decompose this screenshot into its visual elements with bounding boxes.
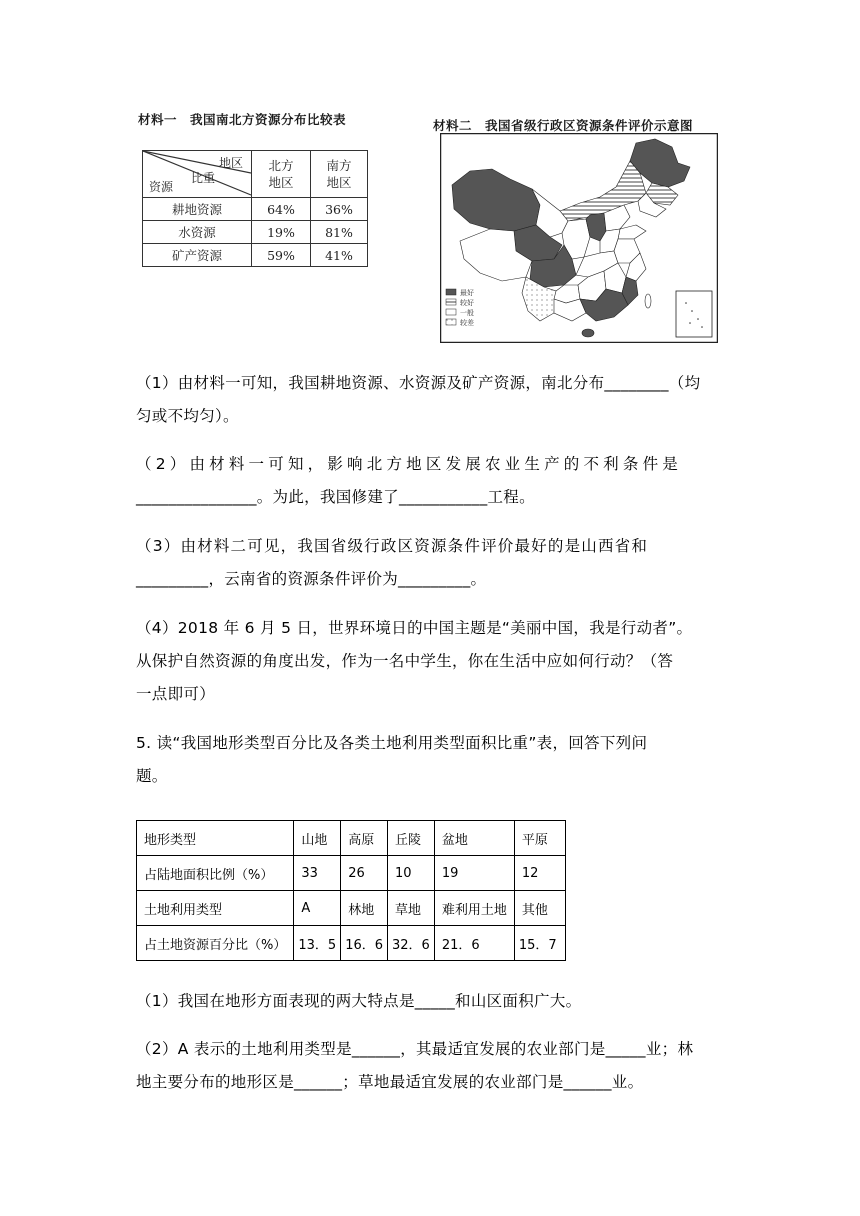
question-4-2	[136, 448, 736, 514]
table-cell: 15．7	[514, 926, 565, 961]
table-cell: 26	[341, 856, 388, 891]
text-line: （4）2018 年 6 月 5 日，世界环境日的中国主题是“美丽中国，我是行动者”。	[136, 619, 693, 637]
table-cell: 16．6	[341, 926, 388, 961]
resource-distribution-table	[142, 150, 368, 267]
table-cell: 草地	[388, 891, 435, 926]
text-line: （1）由材料一可知，我国耕地资源、水资源及矿产资源，南北分布________（均	[136, 374, 701, 392]
text-line: 题。	[136, 767, 168, 785]
table-cell: 地形类型	[137, 821, 294, 856]
table-cell: A	[294, 891, 341, 926]
row-name: 矿产资源	[143, 244, 252, 267]
table-cell: 19	[434, 856, 514, 891]
row-name: 耕地资源	[143, 198, 252, 221]
corner-label-ratio: 比重	[191, 171, 216, 185]
legend-label-average: 一般	[460, 309, 474, 317]
table-cell: 占陆地面积比例（%）	[137, 856, 294, 891]
table-row	[143, 221, 368, 244]
row-south: 36%	[311, 198, 368, 221]
text-line: 一点即可）	[136, 685, 216, 703]
table-cell: 占土地资源百分比（%）	[137, 926, 294, 961]
table-cell: 盆地	[434, 821, 514, 856]
material2-title: 材料二 我国省级行政区资源条件评价示意图	[433, 118, 694, 133]
text-line: （2）A 表示的土地利用类型是______，其最适宜发展的农业部门是_____业；林	[136, 1040, 694, 1058]
text-line: _______________。为此，我国修建了___________工程。	[136, 488, 535, 506]
question-4-4	[136, 612, 736, 711]
table-cell: 难利用土地	[434, 891, 514, 926]
row-south: 81%	[311, 221, 368, 244]
text-line: （1）我国在地形方面表现的两大特点是_____和山区面积广大。	[136, 992, 582, 1010]
corner-label-resource: 资源	[149, 180, 174, 194]
row-north: 59%	[252, 244, 311, 267]
table-row	[137, 821, 566, 856]
table-cell: 33	[294, 856, 341, 891]
table-row	[137, 891, 566, 926]
table-row	[137, 926, 566, 961]
map-svg	[440, 133, 718, 343]
province-hainan	[582, 329, 594, 337]
text-line: 地主要分布的地形区是______；草地最适宜发展的农业部门是______业。	[136, 1073, 644, 1091]
table-cell: 32．6	[388, 926, 435, 961]
material1-title: 材料一 我国南北方资源分布比较表	[138, 112, 347, 127]
text-line: 5. 读“我国地形类型百分比及各类土地利用类型面积比重”表，回答下列问	[136, 734, 648, 752]
table-cell: 土地利用类型	[137, 891, 294, 926]
legend-label-poor: 较差	[460, 319, 474, 327]
table-row	[143, 244, 368, 267]
header-south-line2: 地区	[326, 175, 352, 190]
province-taiwan	[645, 294, 651, 308]
south-china-sea-inset	[676, 291, 712, 337]
header-north-line1: 北方	[268, 158, 294, 173]
row-north: 64%	[252, 198, 311, 221]
header-north-line2: 地区	[268, 175, 294, 190]
table-cell: 其他	[514, 891, 565, 926]
table-cell: 12	[514, 856, 565, 891]
question-5-stem	[136, 727, 736, 793]
row-name: 水资源	[143, 221, 252, 244]
header-north	[252, 151, 311, 198]
text-line: _________，云南省的资源条件评价为_________。	[136, 570, 487, 588]
row-south: 41%	[311, 244, 368, 267]
material1-table-wrap	[142, 150, 368, 267]
text-line: （3）由材料二可见，我国省级行政区资源条件评价最好的是山西省和	[136, 537, 649, 555]
table-cell: 林地	[341, 891, 388, 926]
question-5-2	[136, 1033, 736, 1099]
corner-label-region: 地区	[218, 156, 243, 170]
table-cell: 山地	[294, 821, 341, 856]
terrain-landuse-table	[136, 820, 566, 961]
table-cell: 13．5	[294, 926, 341, 961]
question-4-1	[136, 367, 736, 433]
table-corner-cell	[143, 151, 252, 198]
question-5-1	[136, 985, 736, 1018]
text-line: 匀或不均匀）。	[136, 407, 239, 425]
header-south	[311, 151, 368, 198]
text-line: 从保护自然资源的角度出发，作为一名中学生，你在生活中应如何行动？（答	[136, 652, 674, 670]
legend-label-best: 最好	[460, 289, 474, 297]
legend-label-good: 较好	[460, 299, 474, 307]
china-resource-map	[440, 133, 718, 343]
table-row	[137, 856, 566, 891]
table-cell: 丘陵	[388, 821, 435, 856]
table-cell: 平原	[514, 821, 565, 856]
row-north: 19%	[252, 221, 311, 244]
table-cell: 10	[388, 856, 435, 891]
question-4-3	[136, 530, 736, 596]
text-line: （2）由材料一可知，影响北方地区发展农业生产的不利条件是	[136, 455, 682, 473]
table-cell: 高原	[341, 821, 388, 856]
terrain-table-wrap	[136, 820, 566, 961]
table-cell: 21．6	[434, 926, 514, 961]
table-row	[143, 198, 368, 221]
header-south-line1: 南方	[326, 158, 352, 173]
